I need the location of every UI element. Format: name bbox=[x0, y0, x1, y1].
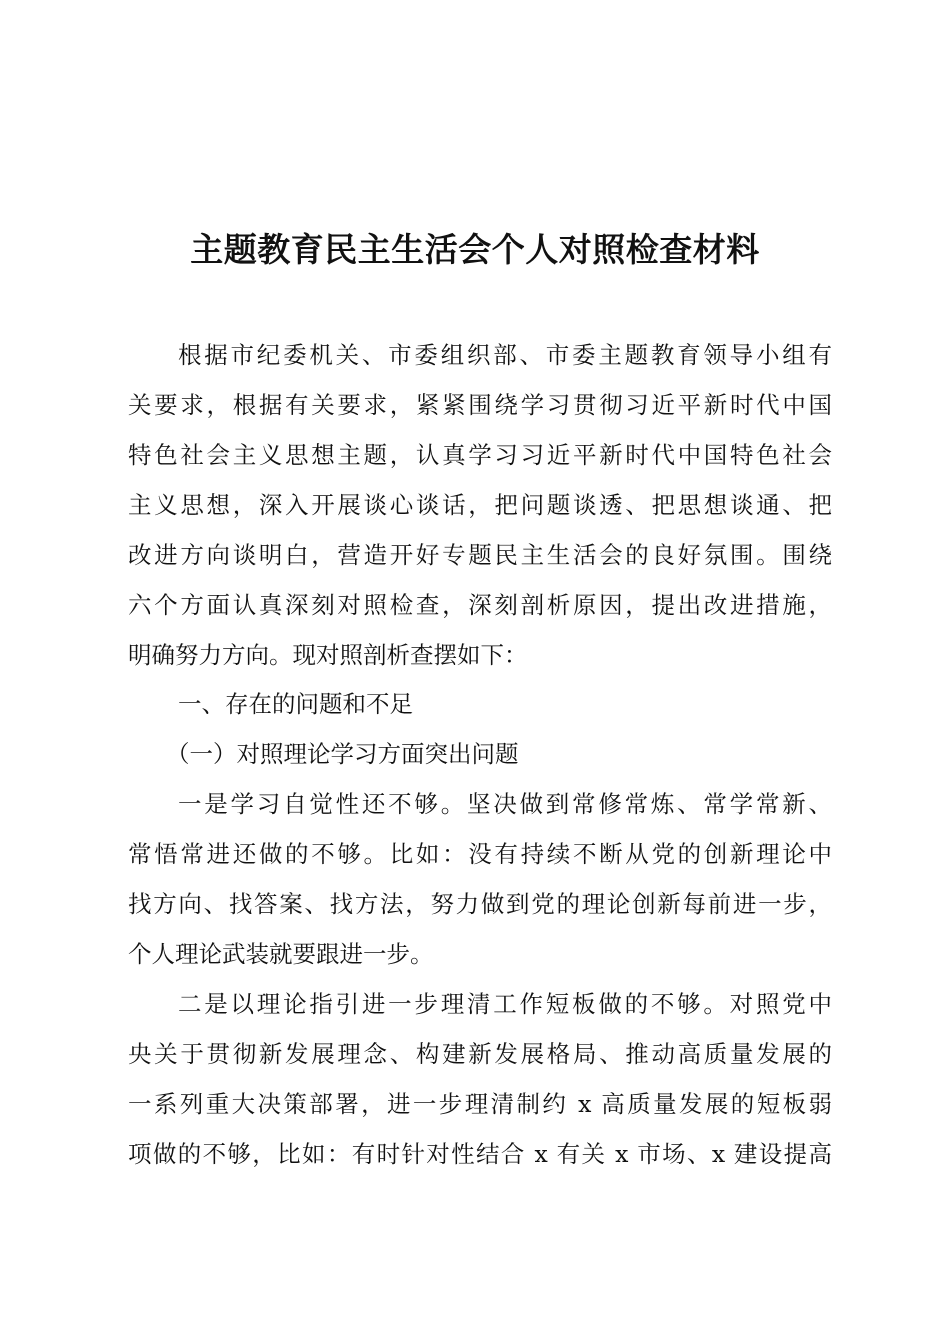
point-two-line: 一系列重大决策部署，进一步理清制约 x 高质量发展的短板弱 bbox=[128, 1090, 832, 1118]
point-two-line: 央关于贯彻新发展理念、构建新发展格局、推动高质量发展的 bbox=[128, 1040, 832, 1068]
point-one-line: 一是学习自觉性还不够。坚决做到常修常炼、常学常新、 bbox=[178, 790, 832, 818]
intro-line: 主义思想，深入开展谈心谈话，把问题谈透、把思想谈通、把 bbox=[128, 491, 832, 519]
point-two-line: 项做的不够，比如：有时针对性结合 x 有关 x 市场、x 建设提高 bbox=[128, 1140, 832, 1168]
subsection-heading: （一）对照理论学习方面突出问题 bbox=[166, 740, 519, 768]
point-one-line: 个人理论武装就要跟进一步。 bbox=[128, 940, 434, 968]
point-one-line: 常悟常进还做的不够。比如：没有持续不断从党的创新理论中 bbox=[128, 840, 832, 868]
intro-line: 明确努力方向。现对照剖析查摆如下： bbox=[128, 641, 528, 669]
document-title: 主题教育民主生活会个人对照检查材料 bbox=[190, 230, 760, 269]
intro-line: 关要求，根据有关要求，紧紧围绕学习贯彻习近平新时代中国 bbox=[128, 391, 832, 419]
point-two-line: 二是以理论指引进一步理清工作短板做的不够。对照党中 bbox=[178, 990, 832, 1018]
intro-line: 特色社会主义思想主题，认真学习习近平新时代中国特色社会 bbox=[128, 441, 832, 469]
intro-line: 改进方向谈明白，营造开好专题民主生活会的良好氛围。围绕 bbox=[128, 541, 832, 569]
section-heading: 一、存在的问题和不足 bbox=[178, 690, 413, 718]
intro-line: 六个方面认真深刻对照检查，深刻剖析原因，提出改进措施， bbox=[128, 591, 832, 619]
intro-line: 根据市纪委机关、市委组织部、市委主题教育领导小组有 bbox=[178, 341, 832, 369]
point-one-line: 找方向、找答案、找方法，努力做到党的理论创新每前进一步， bbox=[128, 890, 832, 918]
